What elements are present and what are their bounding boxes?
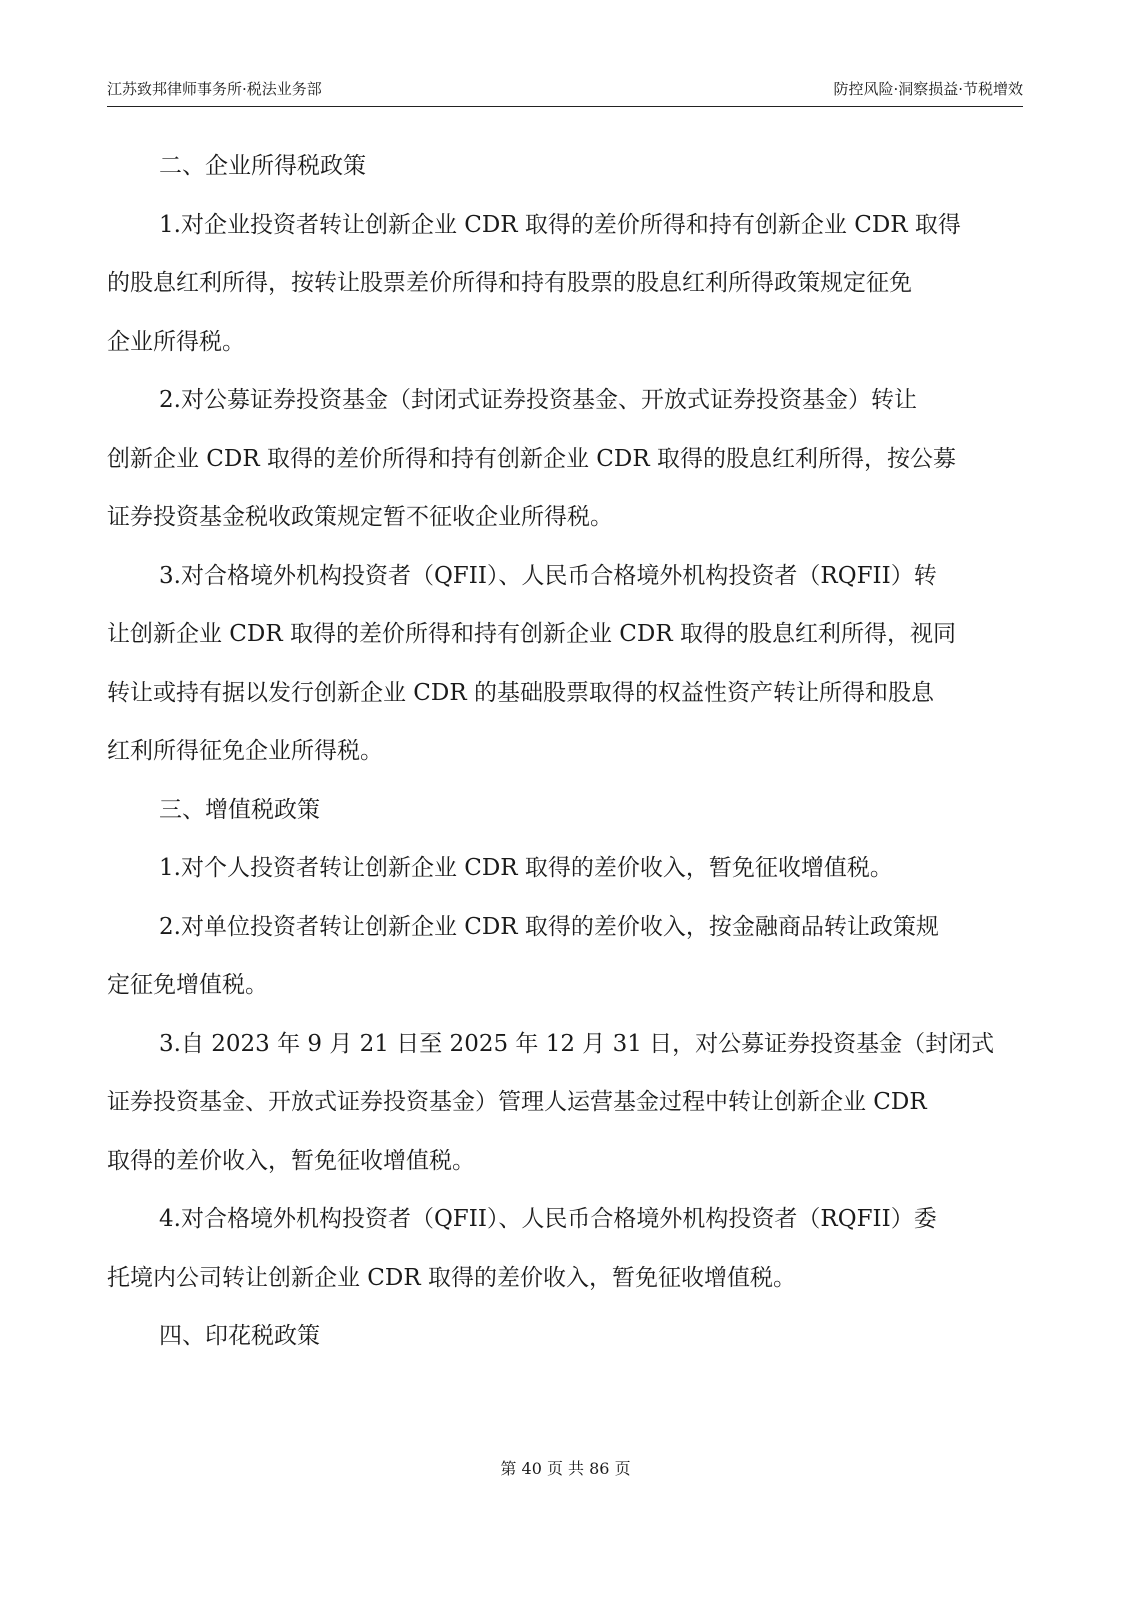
paragraph-line: 转让或持有据以发行创新企业 CDR 的基础股票取得的权益性资产转让所得和股息 — [107, 679, 934, 706]
paragraph-line: 红利所得征免企业所得税。 — [107, 738, 383, 764]
paragraph-line: 定征免增值税。 — [107, 972, 268, 998]
document-body — [107, 137, 1023, 1366]
section-heading: 三、增值税政策 — [159, 796, 320, 823]
section-heading: 二、企业所得税政策 — [159, 153, 366, 179]
paragraph-line: 创新企业 CDR 取得的差价所得和持有创新企业 CDR 取得的股息红利所得，按公募 — [107, 445, 956, 472]
paragraph-line: 2.对公募证券投资基金（封闭式证券投资基金、开放式证券投资基金）转让 — [159, 387, 917, 413]
paragraph-line: 4.对合格境外机构投资者（QFII）、人民币合格境外机构投资者（RQFII）委 — [159, 1206, 937, 1232]
section-heading: 四、印花税政策 — [159, 1323, 320, 1349]
paragraph-line: 让创新企业 CDR 取得的差价所得和持有创新企业 CDR 取得的股息红利所得，视同 — [107, 621, 956, 647]
paragraph-line: 证券投资基金、开放式证券投资基金）管理人运营基金过程中转让创新企业 CDR — [107, 1089, 927, 1115]
paragraph-line: 3.对合格境外机构投资者（QFII）、人民币合格境外机构投资者（RQFII）转 — [159, 562, 937, 589]
paragraph-line: 3.自 2023 年 9 月 21 日至 2025 年 12 月 31 日，对公募证券投资基金（封闭式 — [159, 1030, 995, 1057]
page-header — [107, 76, 1023, 107]
paragraph-line: 的股息红利所得，按转让股票差价所得和持有股票的股息红利所得政策规定征免 — [107, 270, 912, 296]
paragraph-line: 企业所得税。 — [107, 328, 245, 355]
paragraph-line: 托境内公司转让创新企业 CDR 取得的差价收入，暂免征收增值税。 — [107, 1264, 796, 1291]
header-slogan: 防控风险·洞察损益·节税增效 — [833, 80, 1023, 98]
header-firm-name: 江苏致邦律师事务所·税法业务部 — [107, 80, 322, 98]
paragraph-line: 证券投资基金税收政策规定暂不征收企业所得税。 — [107, 504, 613, 530]
paragraph-line: 1.对企业投资者转让创新企业 CDR 取得的差价所得和持有创新企业 CDR 取得 — [159, 211, 961, 238]
paragraph-line: 1.对个人投资者转让创新企业 CDR 取得的差价收入，暂免征收增值税。 — [159, 855, 893, 881]
paragraph-line: 取得的差价收入，暂免征收增值税。 — [107, 1147, 475, 1174]
paragraph-line: 2.对单位投资者转让创新企业 CDR 取得的差价收入，按金融商品转让政策规 — [159, 913, 939, 940]
page-number: 第 40 页 共 86 页 — [500, 1459, 631, 1478]
